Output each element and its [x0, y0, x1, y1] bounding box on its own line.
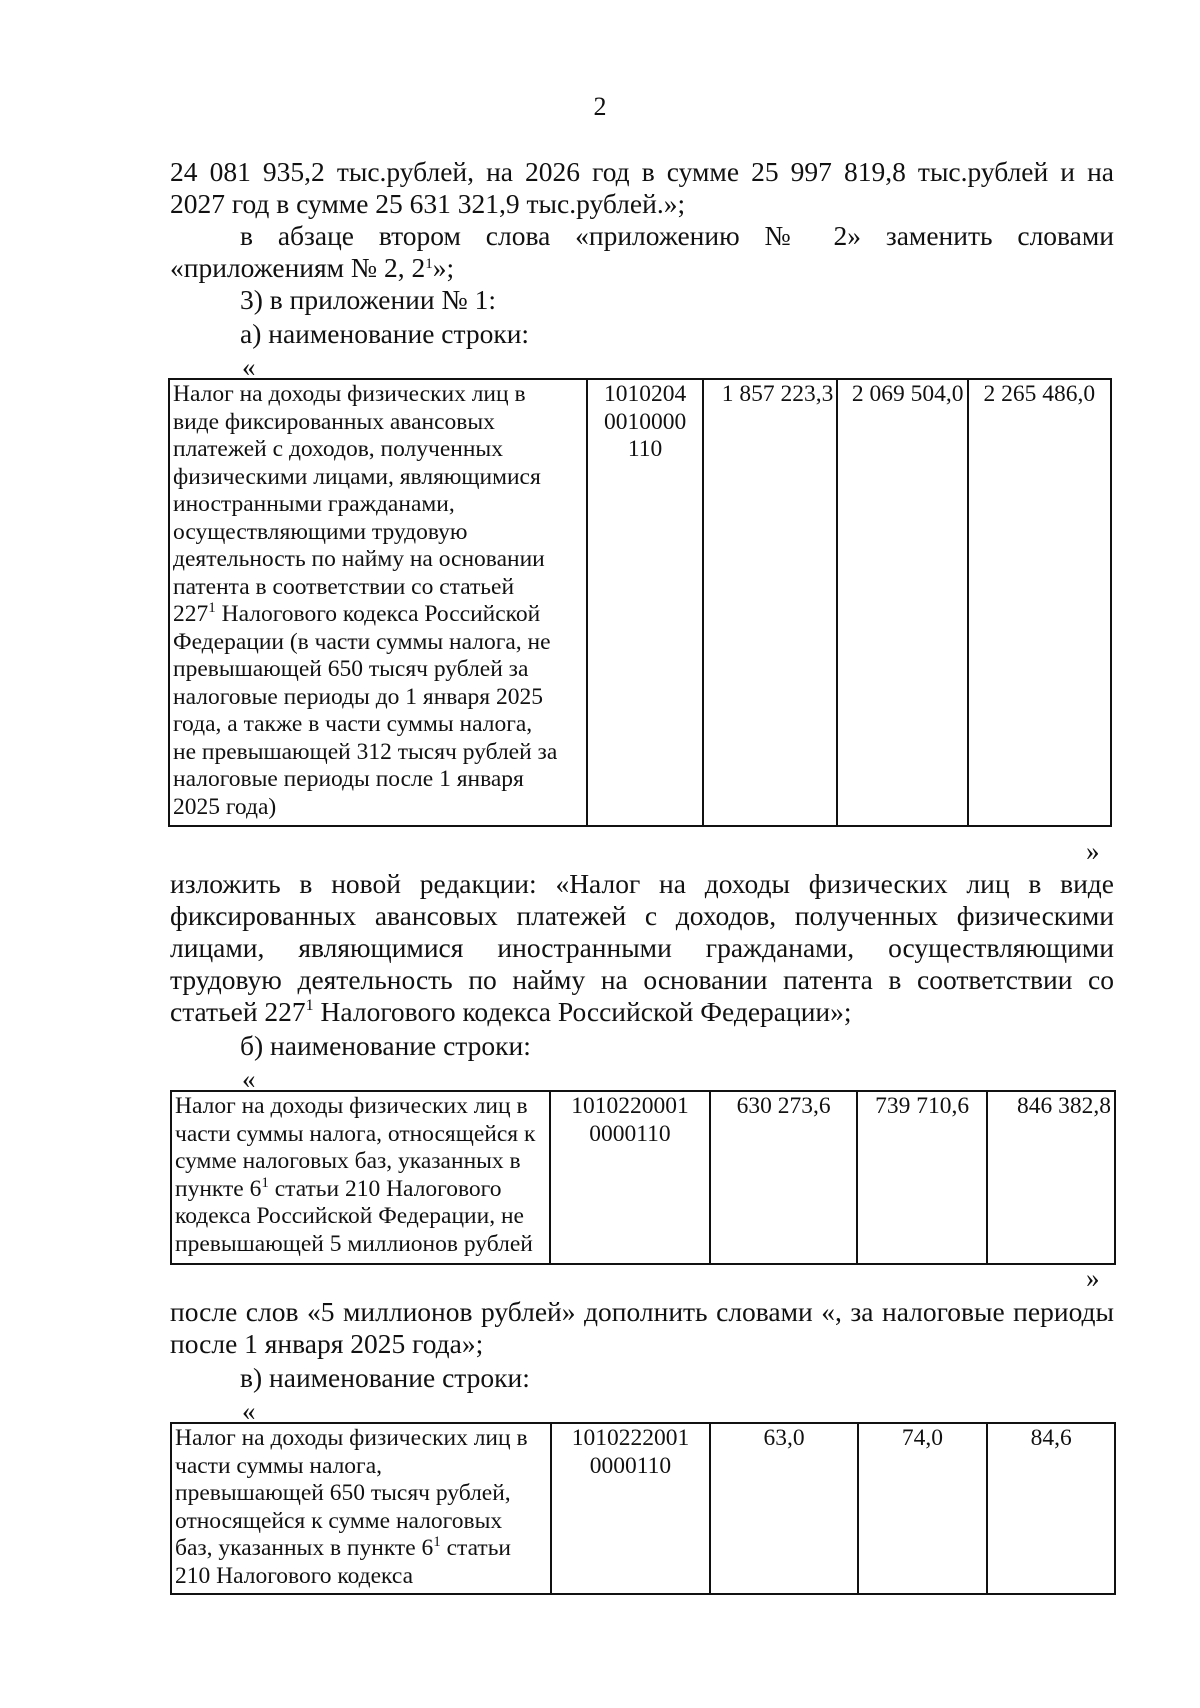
- quote-open-b: «: [242, 1064, 256, 1094]
- new-edition-line-3: лицами, являющимися иностранными гражданами, осуществляющими: [170, 932, 1114, 963]
- table-a-name-line-12: налоговые периоды до 1 января 2025: [173, 683, 543, 710]
- page-number: 2: [593, 92, 607, 121]
- table-c-name-line-4: относящейся к сумме налоговых: [175, 1507, 503, 1534]
- table-b-name-line-3: сумме налоговых баз, указанных в: [175, 1148, 521, 1174]
- table-c: [170, 1422, 1116, 1595]
- after-b-line-1: после слов «5 миллионов рублей» дополнить словами «, за налоговые периоды: [170, 1296, 1114, 1327]
- table-row: [169, 379, 1111, 826]
- table-b-name-line-1: Налог на доходы физических лиц в: [175, 1093, 528, 1119]
- table-a-name-cell: [169, 379, 587, 826]
- new-edition-line-5: статьей $227^1$ Налогового кодекса Российской Федерации»;: [170, 996, 852, 1027]
- table-a-name-line-11: превышающей 650 тысяч рублей за: [173, 656, 529, 682]
- table-a-name-line-2: виде фиксированных авансовых: [173, 408, 495, 435]
- table-a-name-line-15: налоговые периоды после 1 января: [173, 766, 524, 792]
- table-a-code-line-3: 110: [627, 436, 663, 462]
- table-a-name-line-8: патента в соответствии со статьей: [173, 573, 515, 600]
- table-a-name-line-1: Налог на доходы физических лиц в: [173, 381, 526, 407]
- table-a-name-line-7: деятельность по найму на основании: [173, 546, 545, 572]
- quote-close-a: »: [1086, 836, 1100, 866]
- table-row: [171, 1091, 1115, 1264]
- table-a-code-cell: [587, 379, 703, 826]
- table-b-code-line-2: 0000110: [589, 1120, 671, 1147]
- table-a-name-line-9: $227^1$ Налогового кодекса Российской: [173, 600, 541, 627]
- table-a-code-line-1: 1010204: [603, 381, 687, 407]
- table-b-value-2026: 739 710,6: [857, 1091, 987, 1264]
- after-b-line-2: после 1 января 2025 года»;: [170, 1328, 484, 1359]
- table-a-value-2027: 2 265 486,0: [968, 379, 1111, 826]
- table-c-code-line-2: 0000110: [589, 1452, 672, 1479]
- table-c-value-2025: 63,0: [710, 1423, 857, 1594]
- quote-open-c: «: [242, 1396, 256, 1426]
- new-edition-line-1: изложить в новой редакции: «Налог на доходы физических лиц в виде: [170, 868, 1114, 899]
- table-c-name-line-2: части суммы налога,: [175, 1452, 383, 1479]
- paragraph-3: 3) в приложении № 1:: [240, 284, 496, 315]
- table-b-name-line-6: превышающей 5 миллионов рублей: [175, 1230, 533, 1257]
- quote-close-b: »: [1086, 1263, 1100, 1293]
- table-b-name-line-2: части суммы налога, относящейся к: [175, 1120, 536, 1147]
- paragraph-2-line-2: «приложениям № 2, $2^1$»;: [170, 252, 455, 283]
- table-b-code-line-1: 1010220001: [571, 1093, 689, 1119]
- table-b-value-2025: 630 273,6: [710, 1091, 857, 1264]
- paragraph-1-line-1: 24 081 935,2 тыс.рублей, на 2026 год в сумме 25 997 819,8 тыс.рублей и на: [170, 156, 1114, 187]
- table-c-value-2026: 74,0: [858, 1423, 988, 1594]
- table-a-name-line-13: года, а также в части суммы налога,: [173, 711, 533, 737]
- table-a-value-2026: 2 069 504,0: [837, 379, 967, 826]
- table-c-code-cell: [551, 1423, 711, 1594]
- table-a-value-2025: 1 857 223,3: [703, 379, 837, 826]
- table-a-name-line-16: 2025 года): [173, 793, 277, 820]
- table-a-code-line-2: 0010000: [603, 408, 687, 435]
- table-a-name-line-6: осуществляющими трудовую: [173, 518, 468, 545]
- paragraph-1-line-2: 2027 год в сумме 25 631 321,9 тыс.рублей.»;: [170, 188, 686, 219]
- table-a-name-line-14: не превышающей 312 тысяч рублей за: [173, 738, 558, 765]
- item-c-heading: в) наименование строки:: [240, 1362, 530, 1393]
- table-c-name-line-6: 210 Налогового кодекса: [175, 1562, 414, 1589]
- table-b: [170, 1090, 1116, 1265]
- table-c-name-line-3: превышающей 650 тысяч рублей,: [175, 1480, 511, 1506]
- table-a-name-line-4: физическими лицами, являющимися: [173, 463, 541, 490]
- table-a-name-line-5: иностранными гражданами,: [173, 491, 455, 517]
- quote-open-a: «: [242, 352, 256, 382]
- table-c-code-line-1: 1010222001: [571, 1425, 690, 1451]
- table-b-code-cell: [550, 1091, 710, 1264]
- table-c-name-line-5: баз, указанных в пункте $6^1$ статьи: [175, 1534, 511, 1561]
- table-c-value-2027: 84,6: [987, 1423, 1115, 1594]
- new-edition-line-2: фиксированных авансовых платежей с доходов, полученных физическими: [170, 900, 1114, 931]
- table-b-value-2027: 846 382,8: [987, 1091, 1115, 1264]
- table-c-name-line-1: Налог на доходы физических лиц в: [175, 1425, 528, 1451]
- new-edition-line-4: трудовую деятельность по найму на основании патента в соответствии со: [170, 964, 1114, 995]
- item-a-heading: а) наименование строки:: [240, 318, 530, 349]
- table-a-name-line-10: Федерации (в части суммы налога, не: [173, 628, 551, 655]
- paragraph-2-line-1: в абзаце втором слова «приложению № 2» заменить словами: [240, 220, 1114, 251]
- table-a-name-line-3: платежей с доходов, полученных: [173, 436, 503, 462]
- table-a: [168, 378, 1112, 827]
- table-b-name-cell: [171, 1091, 550, 1264]
- table-row: [171, 1423, 1115, 1594]
- item-b-heading: б) наименование строки:: [240, 1030, 531, 1061]
- table-c-name-cell: [171, 1423, 551, 1594]
- table-b-name-line-4: пункте $6^1$ статьи 210 Налогового: [175, 1174, 502, 1202]
- table-b-name-line-5: кодекса Российской Федерации, не: [175, 1203, 524, 1229]
